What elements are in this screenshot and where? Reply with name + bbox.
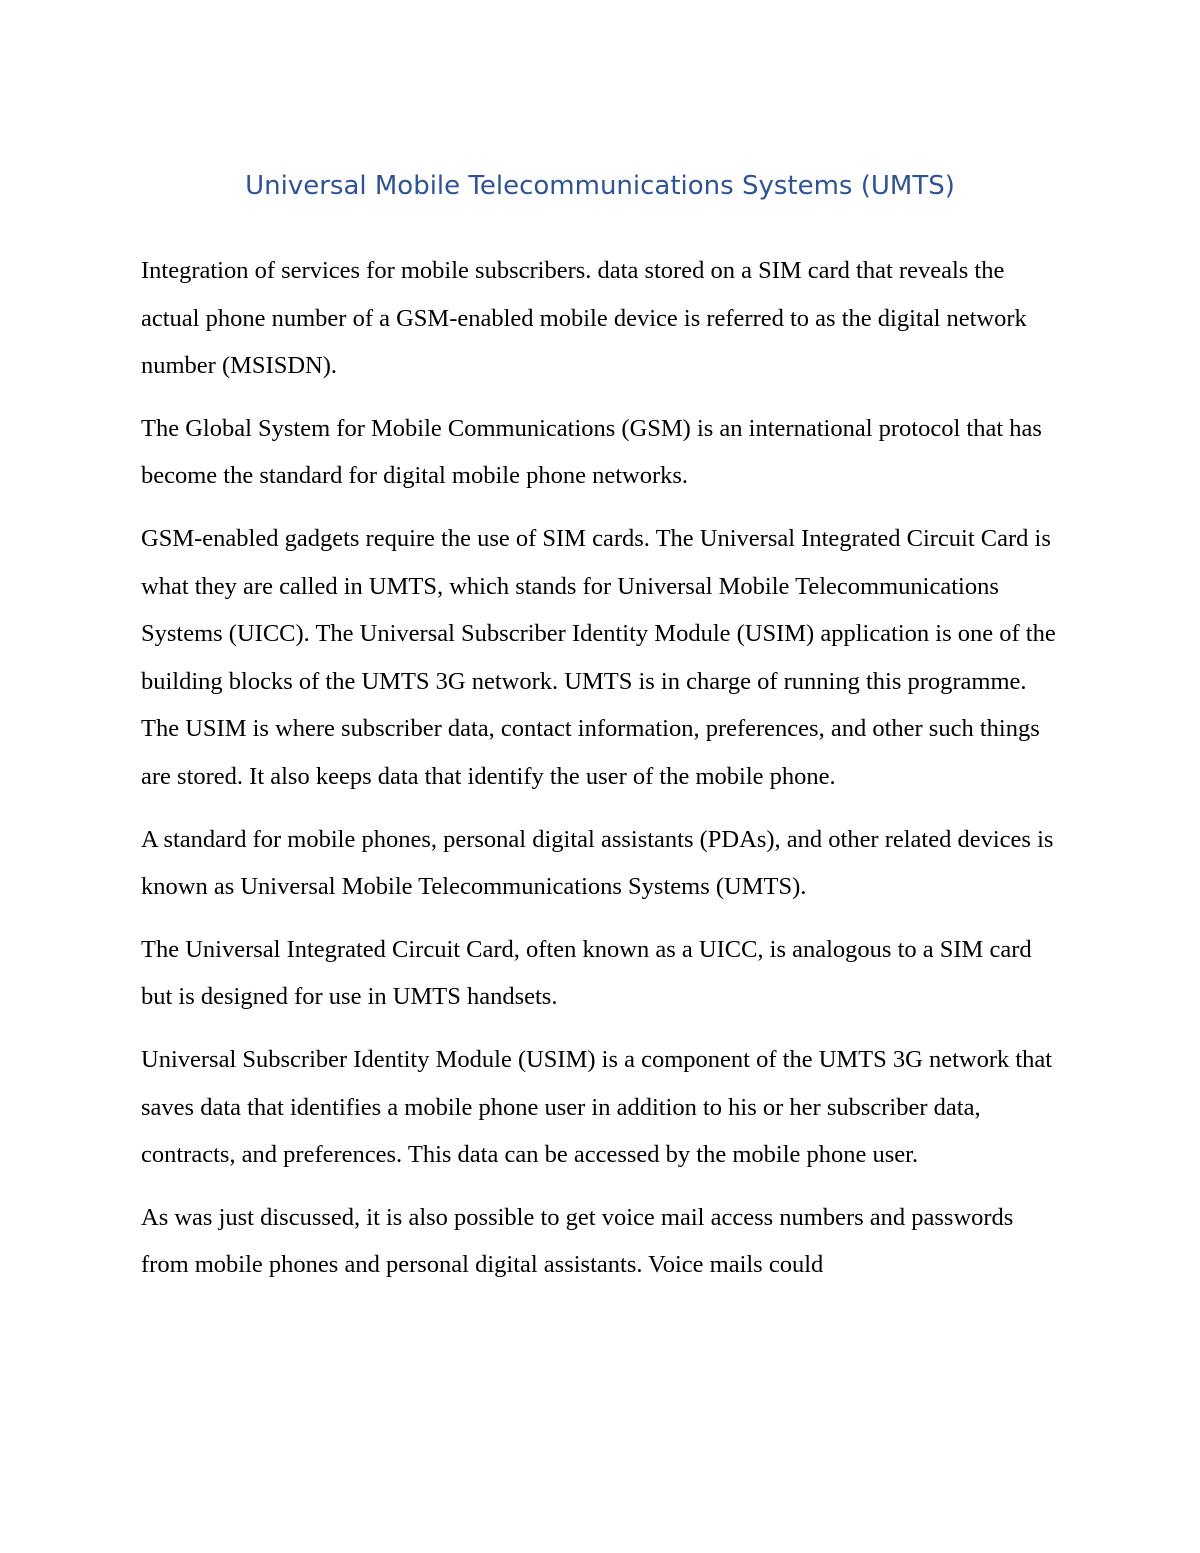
paragraph-msisdn: Integration of services for mobile subscribers. data stored on a SIM card that reveals the actual phone number of a GSM-enabled mobile device is referred to as the digital network number (MSISDN). (141, 257, 1027, 380)
paragraph-uicc: The Universal Integrated Circuit Card, often known as a UICC, is analogous to a SIM card but is designed for use in UMTS handsets. (141, 935, 1032, 1011)
paragraph-usim: Universal Subscriber Identity Module (USIM) is a component of the UMTS 3G network that saves data that identifies a mobile phone user in addition to his or her subscriber data, contracts, and preferences. This data can be accessed by the mobile phone user. (141, 1045, 1053, 1169)
paragraph-voice-mail: As was just discussed, it is also possible to get voice mail access numbers and passwords from mobile phones and personal digital assistants. Voice mails could (141, 1203, 1014, 1279)
paragraph-gsm: The Global System for Mobile Communications (GSM) is an international protocol that has become the standard for digital mobile phone networks. (141, 414, 1042, 490)
document-body (141, 247, 1066, 1304)
document-title: Universal Mobile Telecommunications Systems (UMTS) (245, 171, 955, 201)
paragraph-sim-uicc-usim: GSM-enabled gadgets require the use of SIM cards. The Universal Integrated Circuit Card is what they are called in UMTS, which stands for Universal Mobile Telecommunications Systems (UICC). The Universal Subscriber Identity Module (USIM) application is one of the building blocks of the UMTS 3G network. UMTS is in charge of running this programme. The USIM is where subscriber data, contact information, preferences, and other such things are stored. It also keeps data that identify the user of the mobile phone. (141, 524, 1056, 790)
paragraph-umts-standard: A standard for mobile phones, personal digital assistants (PDAs), and other related devices is known as Universal Mobile Telecommunications Systems (UMTS). (141, 825, 1054, 901)
